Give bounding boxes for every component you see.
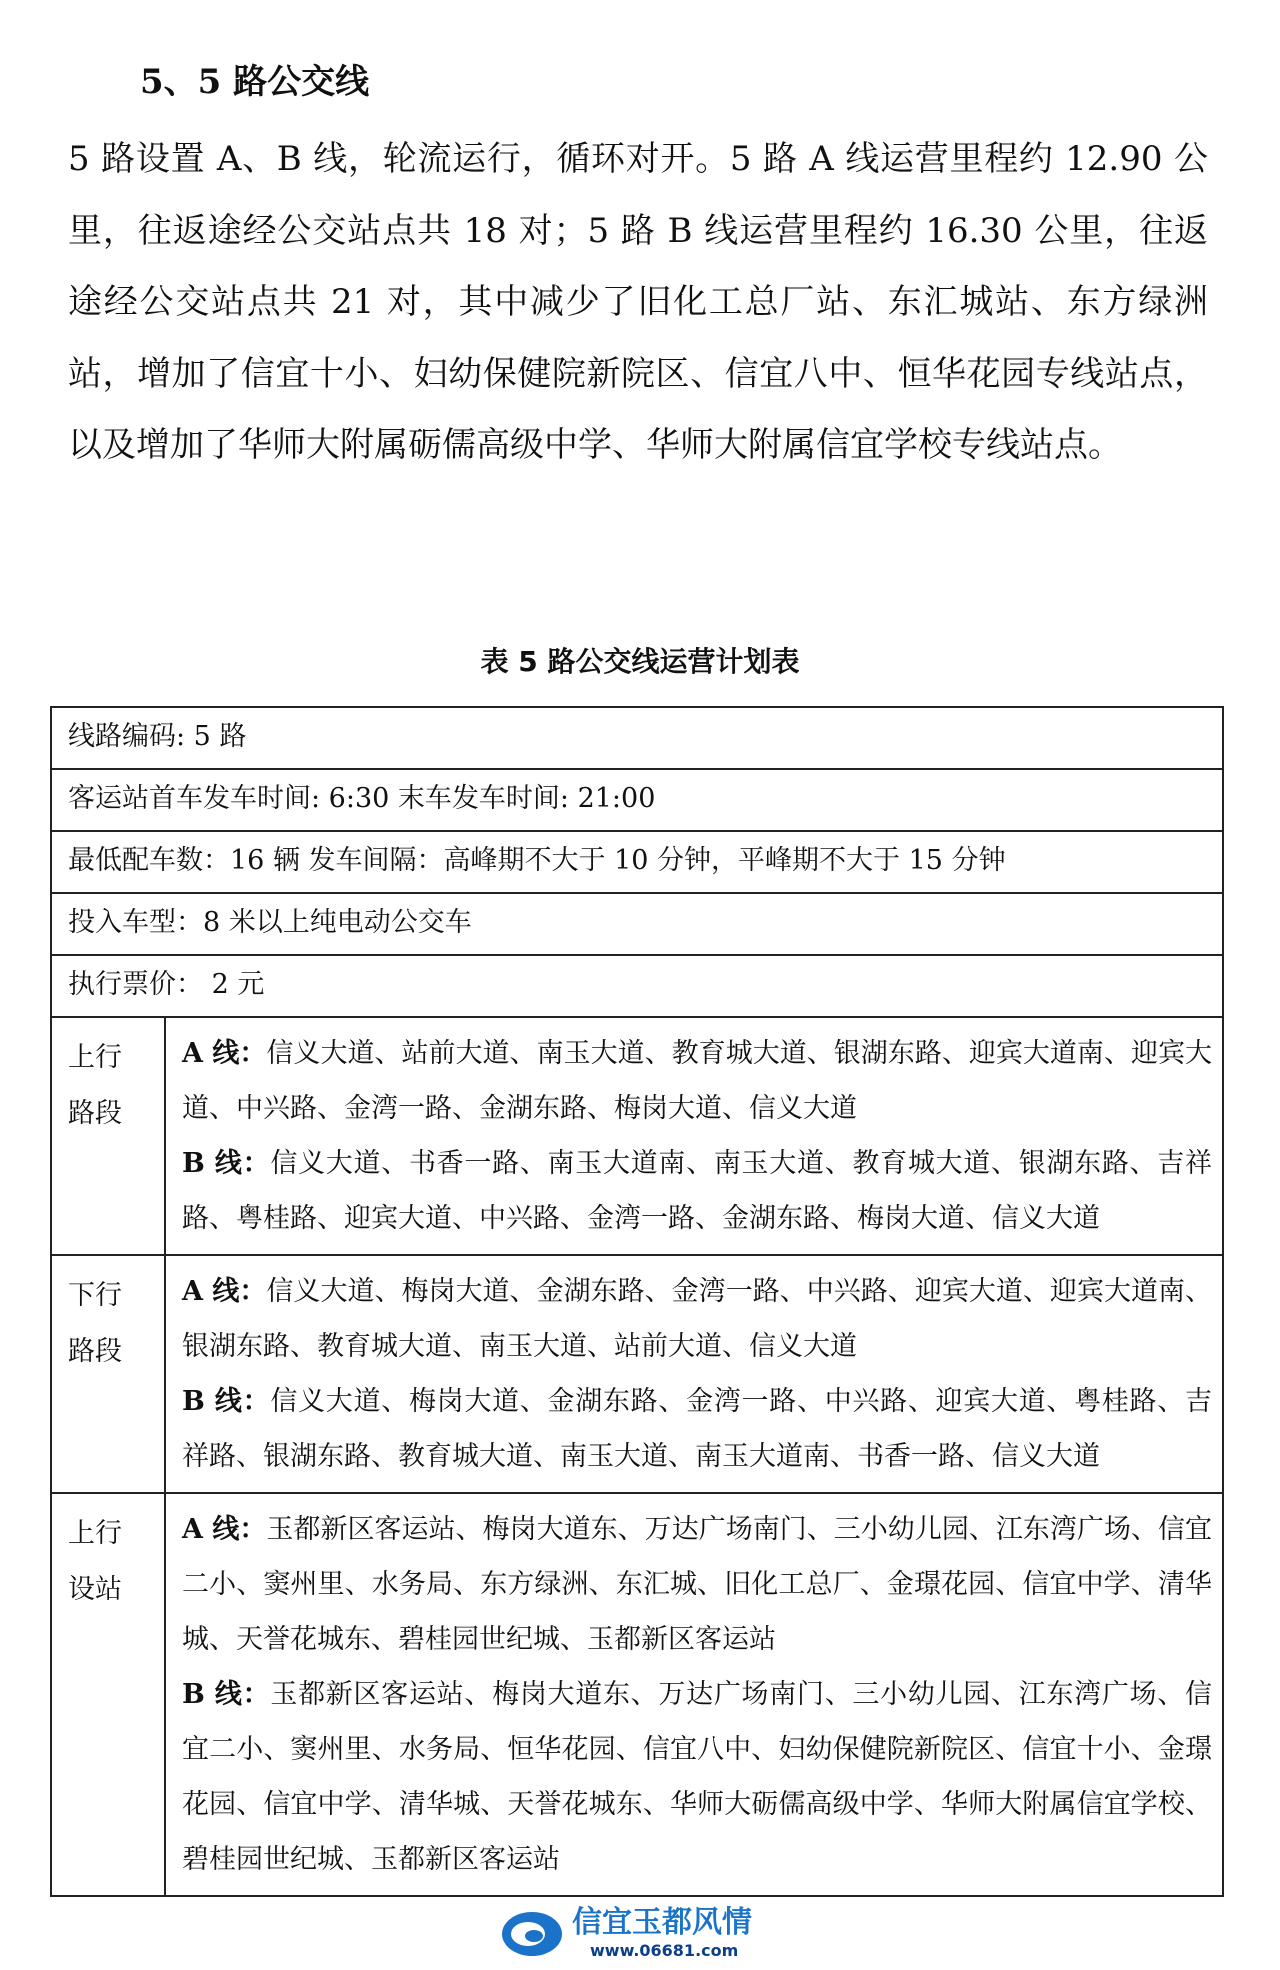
- line-b-tag: B 线：: [182, 1148, 271, 1179]
- watermark-title: 信宜玉都风情: [572, 1905, 752, 1940]
- table-row: [51, 707, 1223, 769]
- departure-time-cell: 客运站首车发车时间: 6:30 末车发车时间: 21:00: [51, 769, 1223, 831]
- line-b-tag: B 线：: [182, 1386, 271, 1417]
- section-label: [51, 1493, 165, 1896]
- line-a-tag: A 线：: [182, 1514, 267, 1545]
- section-content: [165, 1255, 1223, 1493]
- line-b-entry: [182, 1374, 1212, 1484]
- section-label: [51, 1255, 165, 1493]
- section-label-line: 路段: [68, 1336, 122, 1367]
- table-row: [51, 769, 1223, 831]
- section-content: [165, 1017, 1223, 1255]
- section-heading: 5、5 路公交线: [140, 62, 370, 102]
- line-b-tag: B 线：: [182, 1679, 271, 1710]
- table-row: [51, 955, 1223, 1017]
- section-label-line: 下行: [68, 1280, 122, 1311]
- site-watermark-logo: [498, 1900, 798, 1962]
- fleet-interval-cell: 最低配车数：16 辆 发车间隔：高峰期不大于 10 分钟，平峰期不大于 15 分钟: [51, 831, 1223, 893]
- line-a-entry: [182, 1264, 1212, 1374]
- section-paragraph: 5 路设置 A、B 线，轮流运行，循环对开。5 路 A 线运营里程约 12.90 公里，往返途经公交站点共 18 对；5 路 B 线运营里程约 16.30 公里，往返途经公交站点共 21 对，其中减少了旧化工总厂站、东汇城站、东方绿洲站，增加了信宜十小、妇幼保健院新院区、信宜八中、恒华花园专线站点，以及增加了华师大附属砺儒高级中学、华师大附属信宜学校专线站点。: [68, 139, 1208, 465]
- cloud-icon: [502, 1912, 562, 1956]
- table-caption: 表 5 路公交线运营计划表: [480, 645, 800, 678]
- line-a-entry: [182, 1502, 1212, 1667]
- line-b-text: 玉都新区客运站、梅岗大道东、万达广场南门、三小幼儿园、江东湾广场、信宜二小、窦州里、水务局、恒华花园、信宜八中、妇幼保健院新院区、信宜十小、金璟花园、信宜中学、清华城、天誉花城东、华师大砺儒高级中学、华师大附属信宜学校、碧桂园世纪城、玉都新区客运站: [182, 1679, 1212, 1875]
- table-row: [51, 1493, 1223, 1896]
- section-label-line: 路段: [68, 1098, 122, 1129]
- table-row: [51, 831, 1223, 893]
- line-a-tag: A 线：: [182, 1038, 267, 1069]
- table-row: [51, 893, 1223, 955]
- line-b-entry: [182, 1136, 1212, 1246]
- section-label-line: 设站: [68, 1574, 122, 1605]
- section-content: [165, 1493, 1223, 1896]
- route-code-cell: 线路编码: 5 路: [51, 707, 1223, 769]
- line-a-text: 信义大道、站前大道、南玉大道、教育城大道、银湖东路、迎宾大道南、迎宾大道、中兴路、金湾一路、金湖东路、梅岗大道、信义大道: [182, 1038, 1212, 1124]
- line-b-text: 信义大道、梅岗大道、金湖东路、金湾一路、中兴路、迎宾大道、粤桂路、吉祥路、银湖东路、教育城大道、南玉大道、南玉大道南、书香一路、信义大道: [182, 1386, 1212, 1472]
- line-a-tag: A 线：: [182, 1276, 267, 1307]
- vehicle-type-cell: 投入车型：8 米以上纯电动公交车: [51, 893, 1223, 955]
- section-label: [51, 1017, 165, 1255]
- line-a-text: 玉都新区客运站、梅岗大道东、万达广场南门、三小幼儿园、江东湾广场、信宜二小、窦州里、水务局、东方绿洲、东汇城、旧化工总厂、金璟花园、信宜中学、清华城、天誉花城东、碧桂园世纪城、玉都新区客运站: [182, 1514, 1212, 1655]
- line-b-text: 信义大道、书香一路、南玉大道南、南玉大道、教育城大道、银湖东路、吉祥路、粤桂路、迎宾大道、中兴路、金湾一路、金湖东路、梅岗大道、信义大道: [182, 1148, 1212, 1234]
- section-label-line: 上行: [68, 1042, 122, 1073]
- watermark-url: www.06681.com: [590, 1941, 739, 1960]
- table-row: [51, 1255, 1223, 1493]
- line-a-entry: [182, 1026, 1212, 1136]
- operation-plan-table: [50, 706, 1224, 1897]
- line-a-text: 信义大道、梅岗大道、金湖东路、金湾一路、中兴路、迎宾大道、迎宾大道南、银湖东路、教育城大道、南玉大道、站前大道、信义大道: [182, 1276, 1212, 1362]
- table-row: [51, 1017, 1223, 1255]
- line-b-entry: [182, 1667, 1212, 1887]
- fare-cell: 执行票价： 2 元: [51, 955, 1223, 1017]
- section-label-line: 上行: [68, 1518, 122, 1549]
